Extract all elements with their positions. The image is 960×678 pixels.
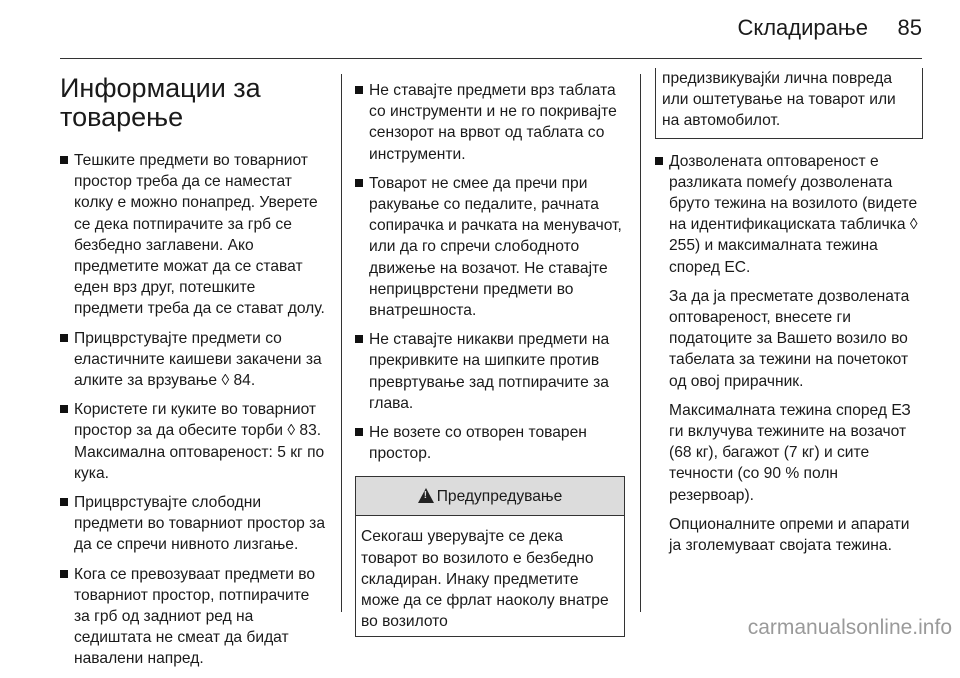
bullet-icon	[355, 179, 363, 187]
warning-header	[356, 477, 624, 516]
warning-body: Секогаш уверувајте се дека товарот во возилото е безбедно складиран. Инаку предметите може да се фрлат наоколу внатре во возилото	[361, 528, 609, 631]
bullet-icon	[60, 405, 68, 413]
bullet-icon	[60, 570, 68, 578]
bullet-icon	[60, 498, 68, 506]
page-number: 85	[897, 15, 922, 40]
list-item: Прицврстувајте слободни предмети во товарниот простор за да се спречи нивното лизгање.	[60, 492, 328, 556]
paragraph: За да ја пресметате дозволената оптовареност, внесете ги податоците за Вашето возило во табелата за тежини на почетокот од овој прирачник.	[669, 287, 910, 390]
list-item: Користете ги куките во товарниот простор за да обесите торби ◊ 83. Максимална оптовареност: 5 кг по кука.	[60, 399, 328, 484]
list-item: Прицврстувајте предмети со еластичните каишеви закачени за алките за врзување ◊ 84.	[60, 328, 328, 392]
list-item: Кога се превозуваат предмети во товарниот простор, потпирачите за грб од задниот ред на седиштата не смеат да бидат навалени напред.	[60, 564, 328, 670]
paragraph: Максималната тежина според ЕЗ ги вклучува тежините на возачот (68 кг), багажот (7 кг) и сите течности (со 90 % полн резервоар).	[669, 401, 911, 504]
bullet-list	[655, 151, 923, 278]
warning-triangle-icon: !	[418, 488, 434, 503]
column-divider	[640, 74, 641, 612]
bullet-icon	[355, 335, 363, 343]
list-item: Не ставајте никакви предмети на прекривките на шипките против превртување зад потпирачите за глава.	[355, 329, 625, 414]
column-1	[60, 74, 328, 678]
header-rule	[60, 58, 922, 59]
list-item: Товарот не смее да пречи при ракување со педалите, рачната сопирачка и рачката на менувачот, или да го спречи слободното движење на возачот. Не ставајте неприцврстени предмети во внатрешноста.	[355, 173, 625, 321]
watermark: carmanualsonline.info	[747, 616, 952, 639]
warning-box	[355, 476, 625, 637]
bullet-icon	[60, 334, 68, 342]
list-item: Не ставајте предмети врз таблата со инструменти и не го покривајте сензорот на врвот од таблата со инструменти.	[355, 80, 625, 165]
bullet-icon	[355, 428, 363, 436]
bullet-list	[60, 150, 328, 670]
section-title: Информации за товарење	[60, 73, 261, 132]
list-item: Тешките предмети во товарниот простор треба да се наместат колку е можно понапред. Уверете се дека потпирачите за грб се безбедно заглавени. Ако предметите можат да се стават еден врз друг, потешките предмети треба да се стават долу.	[60, 150, 328, 320]
column-2	[355, 80, 625, 637]
column-3	[655, 70, 923, 564]
bullet-icon	[355, 86, 363, 94]
list-item: Не возете со отворен товарен простор.	[355, 422, 625, 464]
warning-continuation-box: предизвикувајќи лична повреда или оштетување на товарот или на автомобилот.	[655, 68, 923, 139]
bullet-list	[355, 80, 625, 464]
column-divider	[341, 74, 342, 612]
paragraph: Опционалните опреми и апарати ја зголемуваат својата тежина.	[669, 515, 910, 555]
header-title: Складирање	[737, 15, 868, 40]
bullet-icon	[60, 156, 68, 164]
list-item: Дозволената оптовареност е разликата помеѓу дозволената бруто тежина на возилото (видете на идентификациската табличка ◊ 255) и максималната тежина според ЕС.	[655, 151, 923, 278]
warning-heading: Предупредување	[436, 487, 563, 505]
bullet-icon	[655, 157, 663, 165]
